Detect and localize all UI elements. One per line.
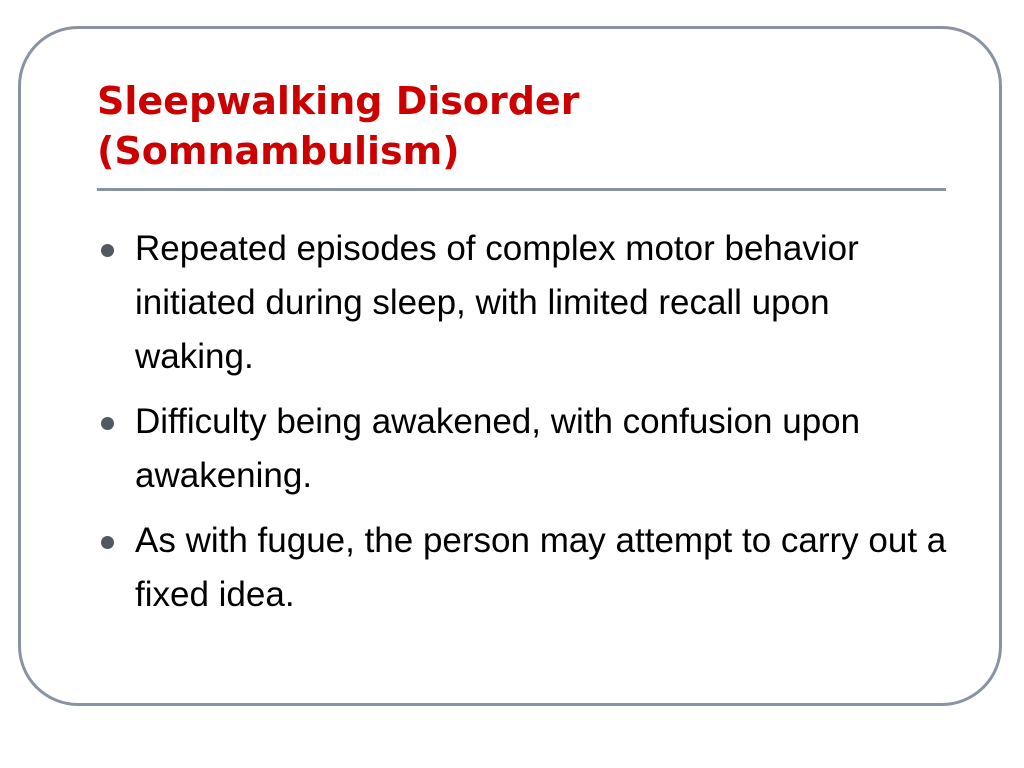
bullet-dot-icon: [101, 536, 114, 549]
bullet-item: [97, 395, 957, 503]
slide-title: [97, 76, 937, 176]
bullet-item: [97, 514, 957, 622]
title-line-2: (Somnambulism): [97, 129, 460, 173]
bullet-text: As with fugue, the person may attempt to carry out a fixed idea.: [135, 521, 947, 614]
bullet-text: Difficulty being awakened, with confusion upon awakening.: [135, 402, 861, 495]
bullet-dot-icon: [101, 244, 114, 257]
title-divider: [97, 188, 946, 191]
title-line-1: Sleepwalking Disorder: [97, 79, 580, 123]
bullet-text: Repeated episodes of complex motor behavior initiated during sleep, with limited recall upon waking.: [135, 229, 859, 376]
bullet-item: [97, 222, 957, 384]
bullet-dot-icon: [101, 417, 114, 430]
bullet-list: [97, 222, 957, 633]
